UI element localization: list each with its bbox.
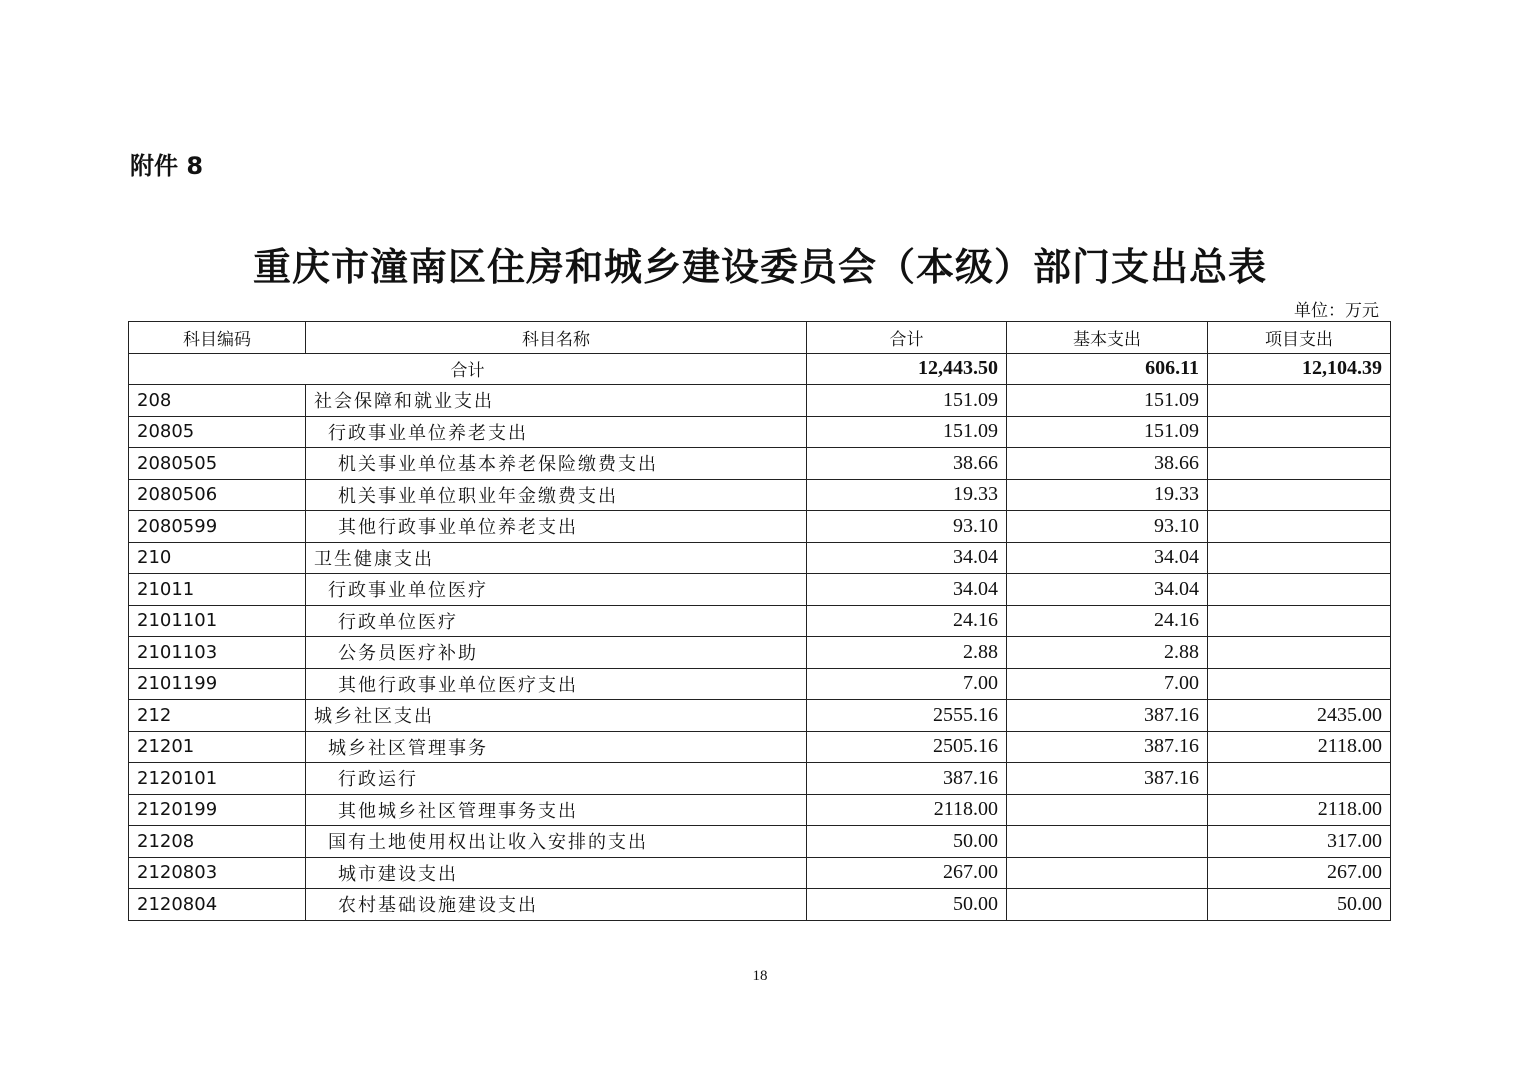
attachment-label: 附件 8 xyxy=(130,152,204,180)
table-row xyxy=(129,668,1391,700)
row-total: 151.09 xyxy=(807,385,1007,417)
table-row xyxy=(129,637,1391,669)
row-name: 农村基础设施建设支出 xyxy=(306,889,807,921)
row-basic xyxy=(1007,826,1208,858)
row-project xyxy=(1208,574,1391,606)
row-name: 机关事业单位职业年金缴费支出 xyxy=(306,479,807,511)
row-total: 34.04 xyxy=(807,574,1007,606)
row-name: 国有土地使用权出让收入安排的支出 xyxy=(306,826,807,858)
row-name: 卫生健康支出 xyxy=(306,542,807,574)
row-code: 2101101 xyxy=(129,605,306,637)
row-code: 2120101 xyxy=(129,763,306,795)
row-code: 2101103 xyxy=(129,637,306,669)
header-total: 合计 xyxy=(807,322,1007,354)
row-name: 公务员医疗补助 xyxy=(306,637,807,669)
total-basic: 606.11 xyxy=(1007,353,1208,385)
row-basic: 38.66 xyxy=(1007,448,1208,480)
row-code: 2120199 xyxy=(129,794,306,826)
row-total: 267.00 xyxy=(807,857,1007,889)
header-code: 科目编码 xyxy=(129,322,306,354)
row-code: 21011 xyxy=(129,574,306,606)
row-code: 2080506 xyxy=(129,479,306,511)
row-basic: 387.16 xyxy=(1007,763,1208,795)
unit-label: 单位：万元 xyxy=(1294,301,1379,321)
row-code: 2080505 xyxy=(129,448,306,480)
table-row xyxy=(129,731,1391,763)
table-row xyxy=(129,700,1391,732)
row-name: 行政事业单位医疗 xyxy=(306,574,807,606)
row-project: 2118.00 xyxy=(1208,794,1391,826)
row-basic xyxy=(1007,857,1208,889)
row-name: 机关事业单位基本养老保险缴费支出 xyxy=(306,448,807,480)
table-row xyxy=(129,826,1391,858)
row-name: 城乡社区支出 xyxy=(306,700,807,732)
row-basic: 387.16 xyxy=(1007,700,1208,732)
row-code: 21208 xyxy=(129,826,306,858)
row-name: 行政单位医疗 xyxy=(306,605,807,637)
table-row xyxy=(129,542,1391,574)
header-basic: 基本支出 xyxy=(1007,322,1208,354)
row-total: 2555.16 xyxy=(807,700,1007,732)
row-basic: 34.04 xyxy=(1007,574,1208,606)
row-project xyxy=(1208,416,1391,448)
row-basic xyxy=(1007,794,1208,826)
total-row xyxy=(129,353,1391,385)
row-name: 行政运行 xyxy=(306,763,807,795)
row-basic: 93.10 xyxy=(1007,511,1208,543)
table-row xyxy=(129,416,1391,448)
row-basic xyxy=(1007,889,1208,921)
row-name: 其他城乡社区管理事务支出 xyxy=(306,794,807,826)
row-basic: 7.00 xyxy=(1007,668,1208,700)
row-project: 267.00 xyxy=(1208,857,1391,889)
row-project xyxy=(1208,385,1391,417)
row-project xyxy=(1208,542,1391,574)
table-row xyxy=(129,605,1391,637)
row-project: 317.00 xyxy=(1208,826,1391,858)
row-basic: 24.16 xyxy=(1007,605,1208,637)
total-project: 12,104.39 xyxy=(1208,353,1391,385)
row-project xyxy=(1208,605,1391,637)
row-basic: 19.33 xyxy=(1007,479,1208,511)
row-project: 2118.00 xyxy=(1208,731,1391,763)
row-name: 行政事业单位养老支出 xyxy=(306,416,807,448)
row-basic: 2.88 xyxy=(1007,637,1208,669)
row-basic: 151.09 xyxy=(1007,416,1208,448)
row-project xyxy=(1208,668,1391,700)
row-code: 210 xyxy=(129,542,306,574)
row-project xyxy=(1208,448,1391,480)
row-basic: 151.09 xyxy=(1007,385,1208,417)
header-project: 项目支出 xyxy=(1208,322,1391,354)
row-code: 2101199 xyxy=(129,668,306,700)
row-total: 50.00 xyxy=(807,826,1007,858)
row-name: 其他行政事业单位养老支出 xyxy=(306,511,807,543)
table-header-row xyxy=(129,322,1391,354)
row-project xyxy=(1208,479,1391,511)
row-basic: 34.04 xyxy=(1007,542,1208,574)
row-total: 387.16 xyxy=(807,763,1007,795)
row-project: 2435.00 xyxy=(1208,700,1391,732)
row-code: 21201 xyxy=(129,731,306,763)
table-row xyxy=(129,448,1391,480)
row-total: 24.16 xyxy=(807,605,1007,637)
row-project: 50.00 xyxy=(1208,889,1391,921)
row-code: 20805 xyxy=(129,416,306,448)
row-total: 2505.16 xyxy=(807,731,1007,763)
row-total: 34.04 xyxy=(807,542,1007,574)
row-project xyxy=(1208,763,1391,795)
total-sum: 12,443.50 xyxy=(807,353,1007,385)
row-project xyxy=(1208,637,1391,669)
row-total: 38.66 xyxy=(807,448,1007,480)
document-title: 重庆市潼南区住房和城乡建设委员会（本级）部门支出总表 xyxy=(252,244,1267,289)
row-total: 2.88 xyxy=(807,637,1007,669)
row-basic: 387.16 xyxy=(1007,731,1208,763)
row-total: 151.09 xyxy=(807,416,1007,448)
row-name: 其他行政事业单位医疗支出 xyxy=(306,668,807,700)
row-name: 城市建设支出 xyxy=(306,857,807,889)
row-project xyxy=(1208,511,1391,543)
row-code: 2120803 xyxy=(129,857,306,889)
table-row xyxy=(129,889,1391,921)
row-code: 208 xyxy=(129,385,306,417)
table-row xyxy=(129,511,1391,543)
row-name: 社会保障和就业支出 xyxy=(306,385,807,417)
row-total: 93.10 xyxy=(807,511,1007,543)
row-total: 50.00 xyxy=(807,889,1007,921)
table-row xyxy=(129,794,1391,826)
header-name: 科目名称 xyxy=(306,322,807,354)
row-total: 2118.00 xyxy=(807,794,1007,826)
row-name: 城乡社区管理事务 xyxy=(306,731,807,763)
row-total: 7.00 xyxy=(807,668,1007,700)
table-row xyxy=(129,857,1391,889)
row-code: 2120804 xyxy=(129,889,306,921)
row-code: 212 xyxy=(129,700,306,732)
table-row xyxy=(129,574,1391,606)
expenditure-table xyxy=(128,321,1391,921)
page-number: 18 xyxy=(752,968,768,984)
row-total: 19.33 xyxy=(807,479,1007,511)
table-row xyxy=(129,385,1391,417)
table-row xyxy=(129,479,1391,511)
row-code: 2080599 xyxy=(129,511,306,543)
total-label: 合计 xyxy=(129,353,807,385)
table-row xyxy=(129,763,1391,795)
